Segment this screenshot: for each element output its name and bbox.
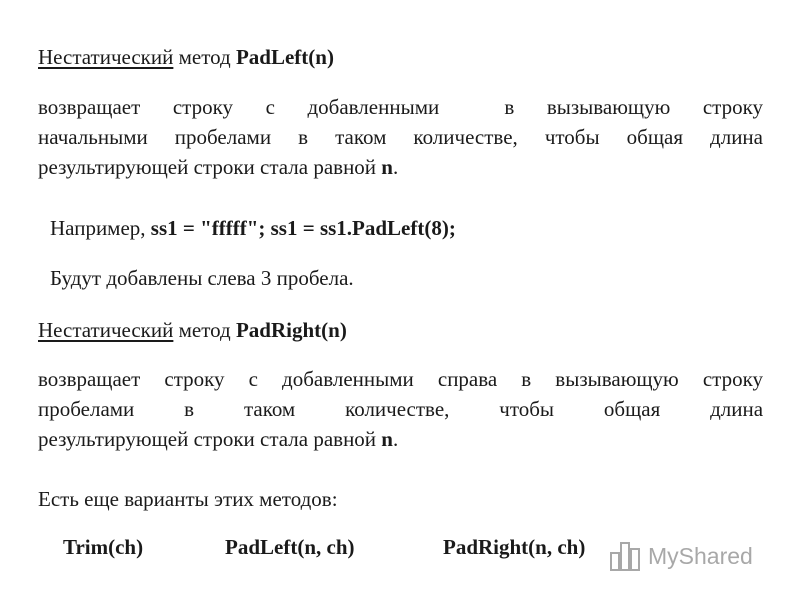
padleft-result [50,265,354,291]
padleft-heading [38,44,334,70]
padleft-example [50,215,456,241]
padright-heading-prefix: Нестатический [38,318,174,342]
padright-desc-var: n [381,427,393,451]
padright-word: в [184,397,195,421]
variant-padright: PadRight(n, ch) [443,535,586,559]
padright-word: количестве, [345,397,450,421]
variants-intro-text: Есть еще варианты этих методов: [38,487,338,511]
variant-trim: Trim(ch) [63,535,144,559]
padleft-desc-last-suffix: . [392,155,399,179]
padleft-description [38,92,763,182]
padright-word: чтобы [499,397,555,421]
padright-description [38,364,763,454]
padright-heading [38,317,347,343]
padright-desc-last-suffix: . [392,427,399,451]
padleft-desc-line-3 [38,152,763,182]
example-prefix: Например, [50,216,151,240]
padright-word: таком [243,397,296,421]
padleft-heading-middle: метод [173,45,236,69]
podium-icon [610,540,640,572]
padleft-desc-line-2: начальными пробелами в таком количестве, чтобы общая длина [38,125,763,149]
padright-method-name: PadRight(n) [235,318,347,342]
padleft-desc-last-prefix: результирующей строки стала равной [38,155,382,179]
padright-word: пробелами [38,397,135,421]
padright-desc-last-prefix: результирующей строки стала равной [38,427,382,451]
variants-intro [38,486,338,512]
result-text: Будут добавлены слева 3 пробела. [50,266,354,290]
watermark-text: MyShared [648,542,753,569]
padright-word: длина [710,397,764,421]
padright-word: общая [603,397,661,421]
variant-padleft: PadLeft(n, ch) [225,535,355,559]
padleft-desc-line-1: возвращает строку с добавленными в вызывающую строку [38,95,763,119]
padright-desc-line-3 [38,424,763,454]
example-code: ss1 = "fffff"; ss1 = ss1.PadLeft(8); [150,216,456,240]
myshared-watermark [610,538,753,574]
padright-desc-line-1: возвращает строку с добавленными справа в вызывающую строку [38,367,763,391]
padleft-desc-var: n [381,155,393,179]
padright-heading-middle: метод [173,318,236,342]
padleft-heading-prefix: Нестатический [38,45,174,69]
padleft-method-name: PadLeft(n) [235,45,334,69]
padright-desc-line-2 [38,394,763,424]
